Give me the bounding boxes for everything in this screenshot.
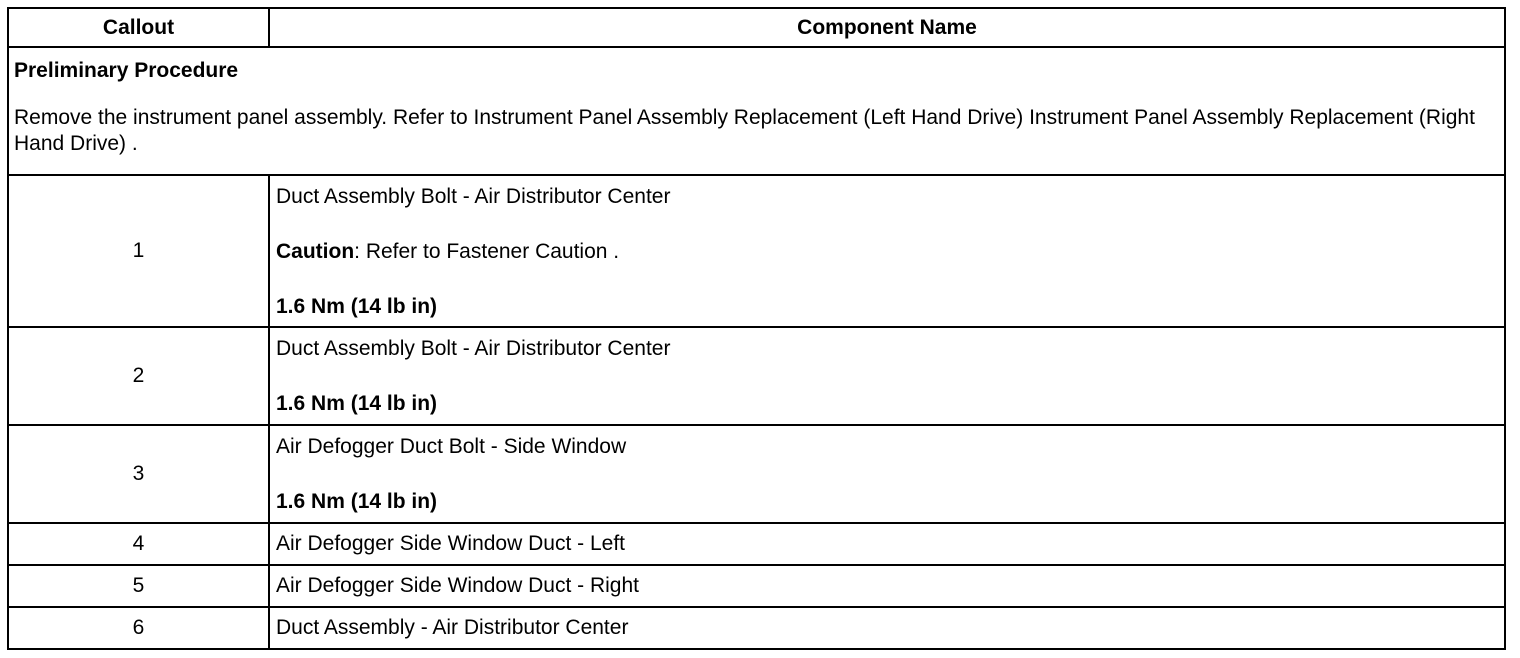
table-header-row	[8, 8, 1505, 47]
table-row	[8, 175, 1505, 327]
preliminary-cell	[8, 47, 1505, 175]
header-callout: Callout	[8, 8, 269, 47]
torque-spec: 1.6 Nm (14 lb in)	[276, 295, 438, 318]
callout-cell: 3	[8, 425, 269, 523]
table-row	[8, 523, 1505, 565]
callout-cell: 2	[8, 327, 269, 425]
preliminary-title: Preliminary Procedure	[14, 59, 239, 82]
component-name: Duct Assembly Bolt - Air Distributor Center	[276, 337, 671, 360]
caution-note	[276, 239, 1498, 265]
table-row	[8, 327, 1505, 425]
torque-spec: 1.6 Nm (14 lb in)	[276, 392, 438, 415]
table-row	[8, 565, 1505, 607]
header-component-name: Component Name	[269, 8, 1505, 47]
component-table	[7, 7, 1506, 650]
component-cell	[269, 327, 1505, 425]
caution-text: : Refer to Fastener Caution .	[354, 240, 620, 263]
component-cell	[269, 425, 1505, 523]
caution-label: Caution	[276, 240, 355, 263]
component-name: Air Defogger Side Window Duct - Right	[269, 565, 1505, 607]
callout-cell: 5	[8, 565, 269, 607]
component-cell	[269, 175, 1505, 327]
callout-cell: 1	[8, 175, 269, 327]
component-name: Duct Assembly - Air Distributor Center	[269, 607, 1505, 649]
table-row	[8, 607, 1505, 649]
component-name: Air Defogger Duct Bolt - Side Window	[276, 435, 627, 458]
preliminary-text: Remove the instrument panel assembly. Refer to Instrument Panel Assembly Replacement (Left Hand Drive) Instrument Panel Assembly Replacement (Right Hand Drive) .	[14, 106, 1475, 155]
component-name: Air Defogger Side Window Duct - Left	[269, 523, 1505, 565]
torque-spec: 1.6 Nm (14 lb in)	[276, 490, 438, 513]
callout-cell: 6	[8, 607, 269, 649]
preliminary-row	[8, 47, 1505, 175]
table-row	[8, 425, 1505, 523]
component-name: Duct Assembly Bolt - Air Distributor Center	[276, 185, 671, 208]
callout-cell: 4	[8, 523, 269, 565]
